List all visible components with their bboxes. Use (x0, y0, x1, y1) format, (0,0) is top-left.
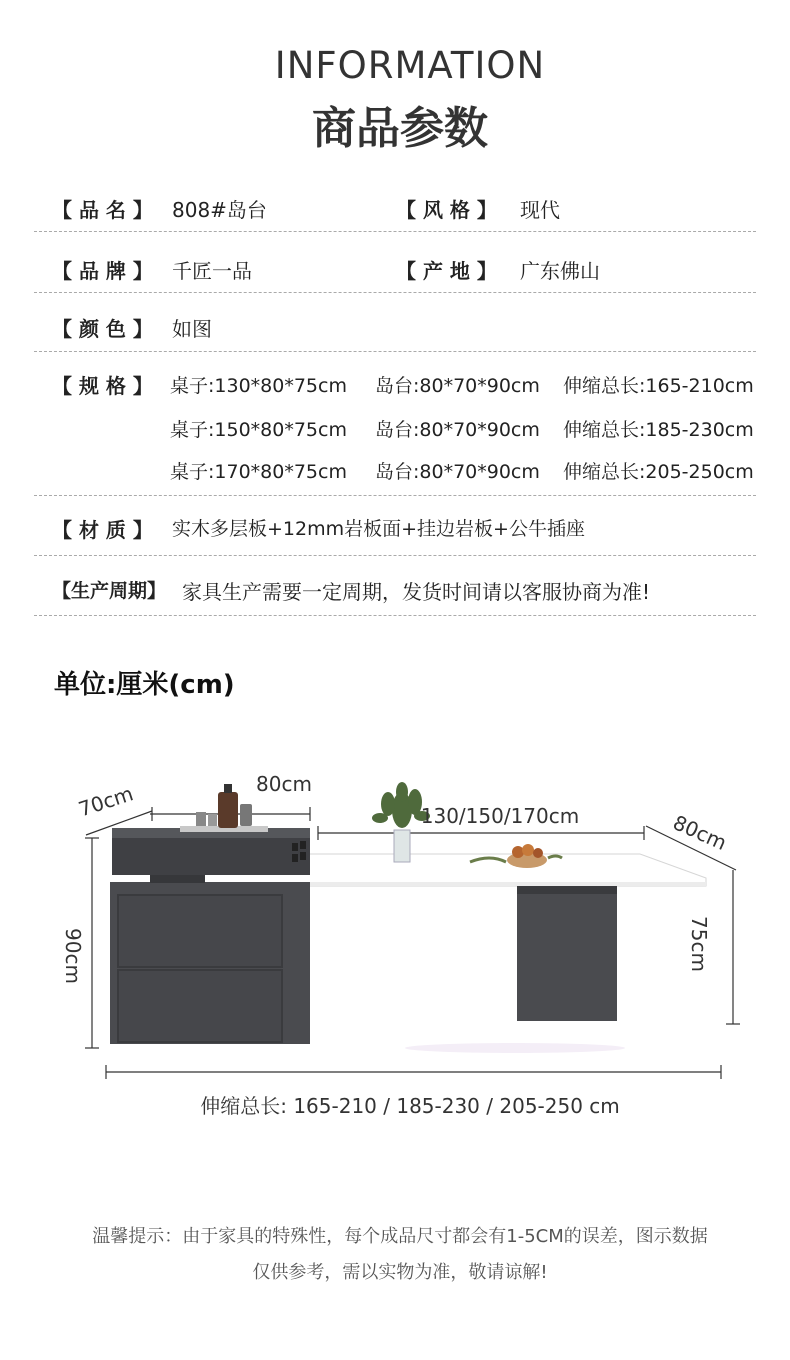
socket-icon (300, 841, 306, 849)
spec-island-2: 岛台:80*70*90cm (375, 419, 540, 441)
name-label: 【 品 名 】 (52, 198, 153, 222)
spec-label: 【 规 格 】 (52, 374, 153, 398)
divider (34, 351, 756, 352)
divider (34, 292, 756, 293)
divider (34, 555, 756, 556)
island-width-label: 80cm (256, 772, 312, 796)
table-leg-shadow (517, 886, 617, 894)
note-line-1: 温馨提示：由于家具的特殊性，每个成品尺寸都会有1-5CM的误差，图示数据 (92, 1226, 708, 1247)
table-length-label: 130/150/170cm (420, 804, 580, 828)
spec-total-3: 伸缩总长:205-250cm (563, 461, 754, 483)
socket-icon (300, 852, 306, 860)
cycle-value: 家具生产需要一定周期，发货时间请以客服协商为准! (182, 580, 651, 604)
bottle-icon (218, 792, 238, 828)
island-depth-label: 70cm (75, 781, 137, 822)
name-value: 808#岛台 (172, 198, 267, 222)
brand-value: 千匠一品 (172, 259, 252, 283)
divider (34, 495, 756, 496)
island-drawer-upper (118, 895, 282, 967)
title-chinese: 商品参数 (312, 103, 488, 154)
color-label: 【 颜 色 】 (52, 317, 153, 341)
material-label: 【 材 质 】 (52, 518, 153, 542)
divider (34, 615, 756, 616)
note-line-2: 仅供参考，需以实物为准，敬请谅解! (252, 1262, 548, 1283)
island-gap (150, 875, 205, 883)
spec-total-1: 伸缩总长:165-210cm (563, 375, 754, 397)
island-height-label: 90cm (61, 928, 85, 984)
bottle-cap (224, 784, 232, 793)
title-english: INFORMATION (274, 44, 546, 87)
glass-icon (208, 814, 217, 826)
table-leg (517, 886, 617, 1021)
spec-total-2: 伸缩总长:185-230cm (563, 419, 754, 441)
glass-icon (196, 812, 206, 826)
table-height-label: 75cm (687, 916, 711, 972)
color-value: 如图 (172, 317, 212, 341)
unit-heading: 单位:厘米(cm) (54, 670, 235, 700)
brand-label: 【 品 牌 】 (52, 259, 153, 283)
style-value: 现代 (520, 198, 560, 222)
table-depth-label: 80cm (669, 810, 731, 855)
product-dimension-drawing (0, 730, 790, 1130)
total-length-label: 伸缩总长: 165-210 / 185-230 / 205-250 cm (200, 1094, 620, 1118)
floor-shadow (405, 1043, 625, 1053)
spec-island-3: 岛台:80*70*90cm (375, 461, 540, 483)
spec-table-2: 桌子:150*80*75cm (170, 419, 347, 441)
material-value: 实木多层板+12mm岩板面+挂边岩板+公牛插座 (172, 518, 585, 540)
cycle-label: 【生产周期】 (52, 580, 167, 602)
style-label: 【 风 格 】 (396, 198, 497, 222)
divider (34, 231, 756, 232)
origin-value: 广东佛山 (520, 259, 600, 283)
island-drawer-lower (118, 970, 282, 1042)
spec-island-1: 岛台:80*70*90cm (375, 375, 540, 397)
glass-icon (240, 804, 252, 826)
socket-icon (292, 854, 298, 862)
socket-icon (292, 843, 298, 851)
spec-table-1: 桌子:130*80*75cm (170, 375, 347, 397)
origin-label: 【 产 地 】 (396, 259, 497, 283)
spec-table-3: 桌子:170*80*75cm (170, 461, 347, 483)
